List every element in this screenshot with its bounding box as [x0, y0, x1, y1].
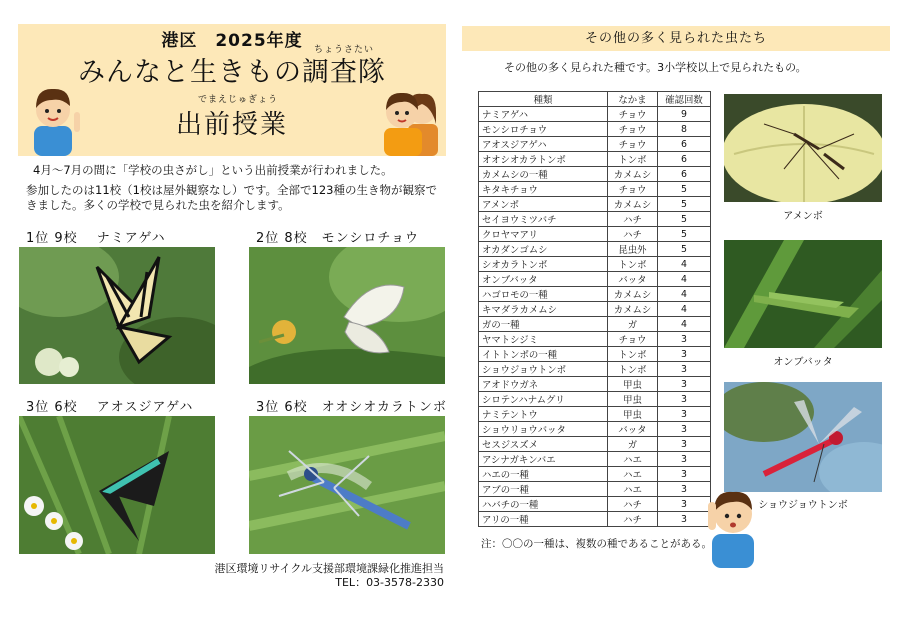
group-cell: ハチ — [608, 512, 658, 527]
table-row — [479, 137, 711, 152]
table-row — [479, 482, 711, 497]
count-cell: 5 — [658, 242, 711, 257]
species-cell: イトトンボの一種 — [479, 347, 608, 362]
group-cell: チョウ — [608, 137, 658, 152]
count-cell: 3 — [658, 497, 711, 512]
table-row — [479, 152, 711, 167]
count-cell: 4 — [658, 272, 711, 287]
species-cell: カメムシの一種 — [479, 167, 608, 182]
rank-3b-label: 3位 6校 オオシオカラトンボ — [256, 400, 447, 415]
count-cell: 3 — [658, 452, 711, 467]
rank-3a-label: 3位 6校 アオスジアゲハ — [26, 400, 194, 415]
table-row — [479, 452, 711, 467]
table-row — [479, 512, 711, 527]
group-cell: 甲虫 — [608, 407, 658, 422]
table-row — [479, 107, 711, 122]
col-header-count: 確認回数 — [658, 92, 711, 107]
shoujoutonbo-caption: ショウジョウトンボ — [758, 500, 848, 511]
right-subtitle: その他の多く見られた種です。3小学校以上で見られたもの。 — [504, 61, 807, 74]
group-cell: バッタ — [608, 272, 658, 287]
species-cell: アオドウガネ — [479, 377, 608, 392]
count-cell: 9 — [658, 107, 711, 122]
table-row — [479, 182, 711, 197]
table-row — [479, 167, 711, 182]
species-cell: キマダラカメムシ — [479, 302, 608, 317]
table-row — [479, 437, 711, 452]
table-row — [479, 362, 711, 377]
amenbo-caption: アメンボ — [783, 211, 823, 222]
species-cell: シオカラトンボ — [479, 257, 608, 272]
table-row — [479, 257, 711, 272]
group-cell: トンボ — [608, 152, 658, 167]
count-cell: 3 — [658, 467, 711, 482]
group-cell: ガ — [608, 317, 658, 332]
count-cell: 3 — [658, 332, 711, 347]
count-cell: 3 — [658, 437, 711, 452]
species-cell: アメンボ — [479, 197, 608, 212]
table-row — [479, 227, 711, 242]
table-header-row — [479, 92, 711, 107]
species-cell: モンシロチョウ — [479, 122, 608, 137]
table-row — [479, 347, 711, 362]
header-year: 港区 2025年度 — [161, 31, 303, 51]
col-header-group: なかま — [608, 92, 658, 107]
count-cell: 4 — [658, 302, 711, 317]
table-row — [479, 317, 711, 332]
group-cell: トンボ — [608, 347, 658, 362]
group-cell: カメムシ — [608, 302, 658, 317]
group-cell: ハエ — [608, 452, 658, 467]
count-cell: 3 — [658, 392, 711, 407]
group-cell: チョウ — [608, 107, 658, 122]
species-cell: ガの一種 — [479, 317, 608, 332]
group-cell: ガ — [608, 437, 658, 452]
insect-table — [478, 91, 711, 527]
shoujoutonbo-photo — [724, 382, 882, 492]
group-cell: チョウ — [608, 122, 658, 137]
ooshiokaratonbo-photo — [249, 416, 445, 554]
amenbo-photo — [724, 94, 882, 202]
species-cell: セイヨウミツバチ — [479, 212, 608, 227]
count-cell: 5 — [658, 182, 711, 197]
namiageha-photo — [19, 247, 215, 384]
group-cell: バッタ — [608, 422, 658, 437]
species-cell: ショウジョウトンボ — [479, 362, 608, 377]
species-cell: セスジスズメ — [479, 437, 608, 452]
species-cell: ハゴロモの一種 — [479, 287, 608, 302]
species-cell: ショウリョウバッタ — [479, 422, 608, 437]
count-cell: 5 — [658, 197, 711, 212]
group-cell: カメムシ — [608, 167, 658, 182]
intro-line-2: 参加したのは11校（1校は屋外観察なし）です。全部で123種の生き物が観察できました。多くの学校で見られた虫を紹介します。 — [26, 183, 437, 212]
worried-boy-illustration — [702, 482, 764, 568]
table-row — [479, 332, 711, 347]
rank-1-label: 1位 9校 ナミアゲハ — [26, 231, 166, 246]
group-cell: 甲虫 — [608, 377, 658, 392]
count-cell: 6 — [658, 167, 711, 182]
table-row — [479, 287, 711, 302]
count-cell: 3 — [658, 347, 711, 362]
table-row — [479, 467, 711, 482]
table-row — [479, 377, 711, 392]
count-cell: 3 — [658, 482, 711, 497]
intro-line-1: 4月～7月の間に「学校の虫さがし」という出前授業が行われました。 — [33, 163, 393, 177]
group-cell: チョウ — [608, 332, 658, 347]
footer-dept: 港区環境リサイクル支援部環境課緑化推進担当 — [214, 562, 444, 575]
count-cell: 6 — [658, 152, 711, 167]
table-row — [479, 392, 711, 407]
species-cell: アシナガキンバエ — [479, 452, 608, 467]
group-cell: ハエ — [608, 482, 658, 497]
count-cell: 4 — [658, 317, 711, 332]
group-cell: トンボ — [608, 362, 658, 377]
species-cell: キタキチョウ — [479, 182, 608, 197]
group-cell: カメムシ — [608, 287, 658, 302]
group-cell: ハチ — [608, 212, 658, 227]
table-row — [479, 272, 711, 287]
species-cell: クロヤマアリ — [479, 227, 608, 242]
count-cell: 3 — [658, 422, 711, 437]
subtitle-ruby: でまえじゅぎょう — [198, 95, 279, 105]
group-cell: トンボ — [608, 257, 658, 272]
page-title: みんなと生きもの調査隊 — [78, 57, 386, 88]
group-cell: 昆虫外 — [608, 242, 658, 257]
table-row — [479, 212, 711, 227]
count-cell: 3 — [658, 407, 711, 422]
col-header-species: 種類 — [479, 92, 608, 107]
onbubatta-caption: オンブバッタ — [773, 357, 833, 368]
boy-illustration — [24, 80, 88, 156]
group-cell: 甲虫 — [608, 392, 658, 407]
right-header: その他の多く見られた虫たち — [462, 26, 890, 51]
species-cell: シロテンハナムグリ — [479, 392, 608, 407]
footer-block — [180, 562, 444, 590]
onbubatta-photo — [724, 240, 882, 348]
species-cell: アブの一種 — [479, 482, 608, 497]
species-cell: アオスジアゲハ — [479, 137, 608, 152]
count-cell: 3 — [658, 512, 711, 527]
count-cell: 3 — [658, 377, 711, 392]
species-cell: オンブバッタ — [479, 272, 608, 287]
species-cell: ヤマトシジミ — [479, 332, 608, 347]
table-row — [479, 497, 711, 512]
species-cell: アリの一種 — [479, 512, 608, 527]
species-cell: ナミテントウ — [479, 407, 608, 422]
children-illustration — [376, 80, 442, 156]
page-subtitle: 出前授業 — [175, 110, 288, 140]
table-row — [479, 197, 711, 212]
count-cell: 3 — [658, 362, 711, 377]
count-cell: 4 — [658, 287, 711, 302]
aosujiageha-photo — [19, 416, 215, 554]
rank-2-label: 2位 8校 モンシロチョウ — [256, 231, 419, 246]
species-cell: オオシオカラトンボ — [479, 152, 608, 167]
table-row — [479, 407, 711, 422]
group-cell: ハチ — [608, 227, 658, 242]
header-banner — [18, 24, 446, 156]
footer-tel: TEL：03-3578-2330 — [335, 576, 444, 589]
group-cell: チョウ — [608, 182, 658, 197]
count-cell: 6 — [658, 137, 711, 152]
title-ruby: ちょうさたい — [314, 45, 375, 55]
group-cell: ハチ — [608, 497, 658, 512]
count-cell: 5 — [658, 212, 711, 227]
count-cell: 8 — [658, 122, 711, 137]
species-cell: ハバチの一種 — [479, 497, 608, 512]
count-cell: 4 — [658, 257, 711, 272]
group-cell: ハエ — [608, 467, 658, 482]
table-row — [479, 242, 711, 257]
species-cell: ナミアゲハ — [479, 107, 608, 122]
table-row — [479, 302, 711, 317]
species-cell: オカダンゴムシ — [479, 242, 608, 257]
count-cell: 5 — [658, 227, 711, 242]
monshirochou-photo — [249, 247, 445, 384]
group-cell: カメムシ — [608, 197, 658, 212]
table-row — [479, 422, 711, 437]
table-row — [479, 122, 711, 137]
table-note: 注：〇〇の一種は、複数の種であることがある。 — [481, 538, 712, 550]
species-cell: ハエの一種 — [479, 467, 608, 482]
